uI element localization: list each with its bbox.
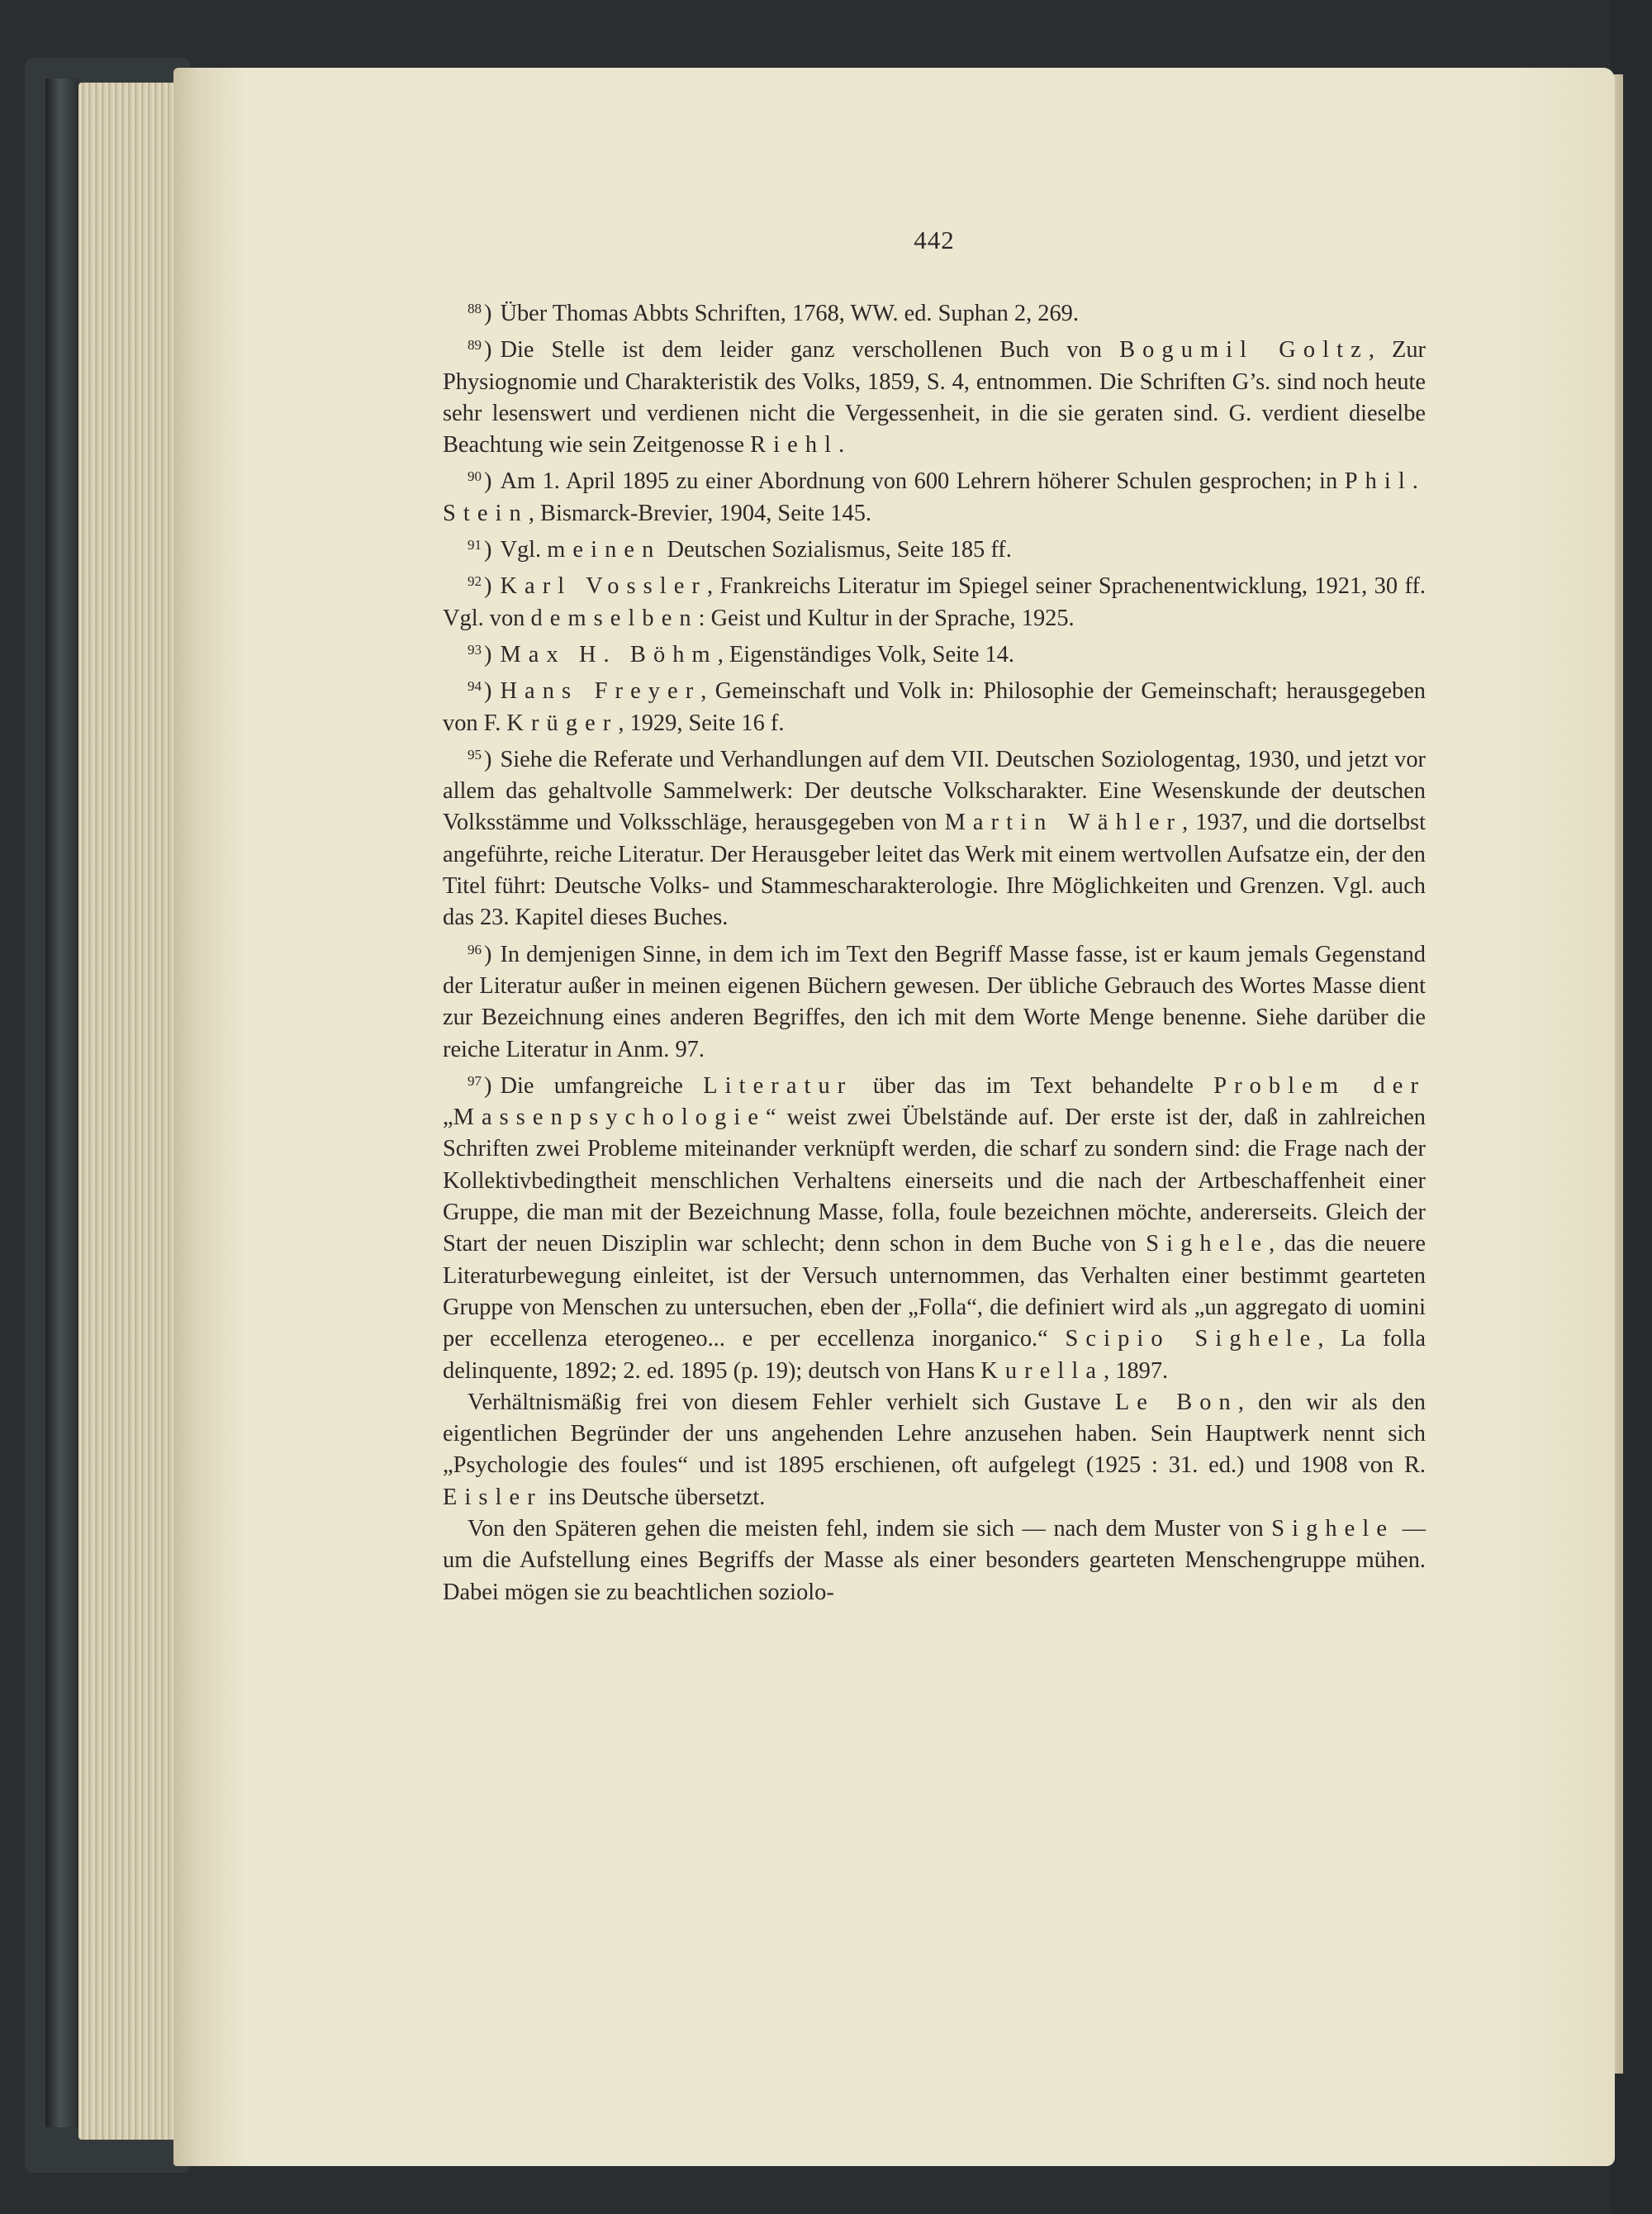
footnote-text: : Geist und Kultur in der Sprache, 1925. [698, 605, 1075, 631]
spaced-name: Problem der [1213, 1072, 1426, 1099]
footnote-text: Deutschen Sozialismus, Seite 185 ff. [661, 537, 1012, 563]
footnote-text: In demjenigen Sinne, in dem ich im Text den Begriff Masse fasse, ist er kaum jemals Gegenstand der Literatur außer in meinen eigenen Büchern gewesen. Der übliche Gebrauch des Wortes Masse dient zur Bezeichnung eines anderen Begriffes, den ich mit dem Worte Menge benenne. Siehe darüber die reiche Literatur in Anm. 97. [443, 941, 1426, 1062]
footnote-text: , Zur Physiognomie und Charakteristik des Volks, 1859, S. 4, entnommen. Die Schriften G’s. sind noch heute sehr lesenswert und verdienen nicht die Vergessenheit, in die sie geraten sind. G. verdient dieselbe Beachtung wie sein Zeitgenosse [443, 337, 1427, 458]
footnote-text: Die Stelle ist dem leider ganz verschollenen Buch von [500, 337, 1120, 363]
footnote-paragraph: $^{91}$ ) Vgl. meinen Deutschen Sozialismus, Seite 185 ff. [468, 537, 1012, 563]
footnote-number: 92 [468, 573, 482, 590]
spaced-name: Martin Wähler [944, 810, 1183, 836]
footnote-number: 97 [468, 1072, 482, 1089]
footnote-text: Vgl. [500, 537, 548, 563]
footnote-text: ins Deutsche übersetzt. [542, 1484, 766, 1510]
footnote-text: , 1929, Seite 16 f. [618, 710, 785, 736]
footnote-paragraph: $^{94}$ ) Hans Freyer, Gemeinschaft und Volk in: Philosophie der Gemeinschaft; herausgegeben von F. Krüger, 1929, Seite 16 f. [443, 678, 1427, 736]
footnote-text: — um die Aufstellung eines Begriffs der Masse als einer besonders gearteten Menschengruppe mühen. Dabei mögen sie zu beachtlichen soziolo- [443, 1515, 1426, 1605]
spaced-name: Scipio Sighele [1065, 1326, 1318, 1352]
footnote-93 [443, 639, 1426, 671]
footnote-paragraph: $^{97}$ ) Die umfangreiche Literatur über das im Text behandelte Problem der „Massenpsychologie“ weist zwei Übelstände auf. Der erste ist der, daß in zahlreichen Schriften zwei Probleme miteinander verknüpft werden, die scharf zu sondern sind: die Frage nach der Kollektivbedingtheit menschlichen Verhaltens einerseits und die nach der Artbeschaffenheit einer Gruppe, die man mit der Bezeichnung Masse, folla, foule bezeichnen möchte, andererseits. Gleich der Start der neuen Disziplin war schlecht; denn schon in dem Buche von Sighele, das die neuere Literaturbewegung einleitet, ist der Versuch unternommen, das Verhalten einer bestimmt gearteten Gruppe von Menschen zu untersuchen, eben der „Folla“, die definiert wird als „un aggregato di uomini per eccellenza eterogeneo... e per eccellenza inorganico.“ Scipio Sighele, La folla delinquente, 1892; 2. ed. 1895 (p. 19); deutsch von Hans Kurella, 1897. [443, 1072, 1427, 1384]
footnote-paragraph: $^{96}$ ) In demjenigen Sinne, in dem ich im Text den Begriff Masse fasse, ist er kaum jemals Gegenstand der Literatur außer in meinen eigenen Büchern gewesen. Der übliche Gebrauch des Wortes Masse dient zur Bezeichnung eines anderen Begriffes, den ich mit dem Worte Menge benenne. Siehe darüber die reiche Literatur in Anm. 97. [443, 941, 1426, 1062]
footnotes [443, 298, 1426, 1613]
footnote-94 [443, 676, 1426, 739]
footnote-paragraph: $^{89}$ ) Die Stelle ist dem leider ganz verschollenen Buch von Bogumil Goltz, Zur Physiognomie und Charakteristik des Volks, 1859, S. 4, entnommen. Die Schriften G’s. sind noch heute sehr lesenswert und verdienen nicht die Vergessenheit, in die sie geraten sind. G. verdient dieselbe Beachtung wie sein Zeitgenosse Riehl. [443, 337, 1427, 458]
footnote-text: , Gemeinschaft und Volk in: Philosophie der Gemeinschaft; herausgegeben von F. [443, 678, 1427, 736]
spaced-name: Kurella [980, 1357, 1104, 1384]
footnote-number: 90 [468, 468, 482, 485]
footnote-text: „ [443, 1105, 453, 1131]
footnote-text: , Eigenständiges Volk, Seite 14. [717, 641, 1015, 668]
spaced-name: Le Bon [1114, 1389, 1238, 1415]
footnote-number: 88 [468, 301, 482, 316]
footnote-number: 94 [468, 678, 482, 695]
footnote-text: Von den Späteren gehen die meisten fehl, indem sie sich — nach dem Muster von [468, 1515, 1272, 1542]
spaced-name: Hans Freyer [500, 678, 701, 705]
footnote-paragraph [443, 1387, 1426, 1513]
footnote-91 [443, 534, 1426, 566]
footnote-text: , das die neuere Literaturbewegung einleitet, ist der Versuch unternommen, das Verhalten einer bestimmt gearteten Gruppe von Menschen zu untersuchen, eben der „Folla“, die definiert wird als „un aggregato di uomini per eccellenza eterogeneo... e per eccellenza inorganico.“ [443, 1231, 1426, 1352]
footnote-paragraph [443, 1513, 1426, 1608]
spaced-name: Literatur [703, 1072, 853, 1099]
footnote-text: über das im Text behandelte [852, 1072, 1214, 1099]
footnote-paragraph: $^{88}$ ) Über Thomas Abbts Schriften, 1768, WW. ed. Suphan 2, 269. [468, 301, 1079, 326]
spaced-name: Sighele [1271, 1515, 1395, 1542]
footnote-92 [443, 571, 1426, 634]
spaced-name: Bogumil Goltz [1119, 337, 1369, 363]
footnote-88 [443, 298, 1426, 330]
footnote-number: 89 [468, 337, 482, 354]
footnote-paragraph: $^{95}$ ) Siehe die Referate und Verhandlungen auf dem VII. Deutschen Soziologentag, 1930, und jetzt vor allem das gehaltvolle Sammelwerk: Der deutsche Volkscharakter. Eine Wesenskunde der deutschen Volksstämme und Volksschläge, herausgegeben von Martin Wähler, 1937, und die dortselbst angeführte, reiche Literatur. Der Herausgeber leitet das Werk mit einem wertvollen Aufsatze ein, der den Titel führt: Deutsche Volks- und Stammescharakterologie. Ihre Möglichkeiten und Grenzen. Vgl. auch das 23. Kapitel dieses Buches. [443, 746, 1426, 931]
footnote-text: Die umfangreiche [500, 1072, 704, 1099]
footnote-text: . [838, 432, 845, 458]
spaced-name: Riehl [750, 432, 839, 458]
footnote-number: 96 [468, 941, 482, 957]
spaced-name: Massenpsychologie [453, 1105, 767, 1131]
book-spine-edge [45, 78, 78, 2127]
spaced-name: Max H. Böhm [500, 641, 718, 668]
footnote-89 [443, 335, 1426, 461]
footnote-paragraph: $^{90}$ ) Am 1. April 1895 zu einer Abordnung von 600 Lehrern höherer Schulen gesprochen; in Phil. Stein, Bismarck-Brevier, 1904, Seite 145. [443, 468, 1426, 526]
spaced-name: meinen [547, 537, 662, 563]
spaced-name: Sighele [1146, 1231, 1270, 1257]
footnote-96 [443, 939, 1426, 1066]
footnote-95 [443, 744, 1426, 934]
footnote-text: , Bismarck-Brevier, 1904, Seite 145. [528, 500, 871, 526]
footnote-text: Über Thomas Abbts Schriften, 1768, WW. ed. Suphan 2, 269. [500, 301, 1079, 326]
footnote-text: “ weist zwei Übelstände auf. Der erste ist der, daß in zahlreichen Schriften zwei Probleme miteinander verknüpft werden, die scharf zu sondern sind: die Frage nach der Kollektivbedingtheit menschlichen Verhaltens einerseits und die nach der Artbeschaffenheit einer Gruppe, die man mit der Bezeichnung Masse, folla, foule bezeichnen möchte, andererseits. Gleich der Start der neuen Disziplin war schlecht; denn schon in dem Buche von [443, 1105, 1426, 1257]
footnote-paragraph: $^{93}$ ) Max H. Böhm, Eigenständiges Volk, Seite 14. [468, 641, 1015, 668]
footnote-90 [443, 466, 1426, 530]
page-number: 442 [914, 226, 955, 254]
footnote-text: , Frankreichs Literatur im Spiegel seiner Sprachenentwicklung, 1921, 30 ff. Vgl. von [443, 573, 1426, 631]
footnote-text: , den wir als den eigentlichen Begründer der uns angehenden Lehre anzusehen haben. Sein Hauptwerk nennt sich „Psychologie des foules“ und ist 1895 erschienen, oft aufgelegt (1925 : 31. ed.) und 1908 von R. [443, 1389, 1426, 1479]
footnote-text: Siehe die Referate und Verhandlungen auf dem VII. Deutschen Soziologentag, 1930, und jetzt vor allem das gehaltvolle Sammelwerk: Der deutsche Volkscharakter. Eine Wesenskunde der deutschen Volksstämme und Volksschläge, herausgegeben von [443, 746, 1426, 836]
spaced-name: Karl Vossler [500, 573, 707, 600]
footnote-text: , 1897. [1104, 1357, 1169, 1384]
footnote-97 [443, 1071, 1426, 1608]
footnote-paragraph: $^{92}$ ) Karl Vossler, Frankreichs Literatur im Spiegel seiner Sprachenentwicklung, 1921, 30 ff. Vgl. von demselben: Geist und Kultur in der Sprache, 1925. [443, 573, 1426, 631]
spaced-name: demselben [530, 605, 699, 631]
footnote-text: , La folla delinquente, 1892; 2. ed. 1895 (p. 19); deutsch von Hans [443, 1326, 1427, 1384]
footnote-text: , 1937, und die dortselbst angeführte, reiche Literatur. Der Herausgeber leitet das Werk mit einem wertvollen Aufsatze ein, der den Titel führt: Deutsche Volks- und Stammescharakterologie. Ihre Möglichkeiten und Grenzen. Vgl. auch das 23. Kapitel dieses Buches. [443, 810, 1426, 931]
spaced-name: Eisler [443, 1484, 543, 1510]
spaced-name: Phil. Stein [443, 468, 1426, 526]
footnote-number: 91 [468, 537, 482, 554]
footnote-text: Verhältnismäßig frei von diesem Fehler verhielt sich Gustave [468, 1389, 1115, 1415]
footnote-number: 93 [468, 641, 482, 658]
spaced-name: Krüger [506, 710, 619, 736]
footnote-number: 95 [468, 746, 482, 763]
footnote-text: Am 1. April 1895 zu einer Abordnung von 600 Lehrern höherer Schulen gesprochen; in [500, 468, 1345, 495]
